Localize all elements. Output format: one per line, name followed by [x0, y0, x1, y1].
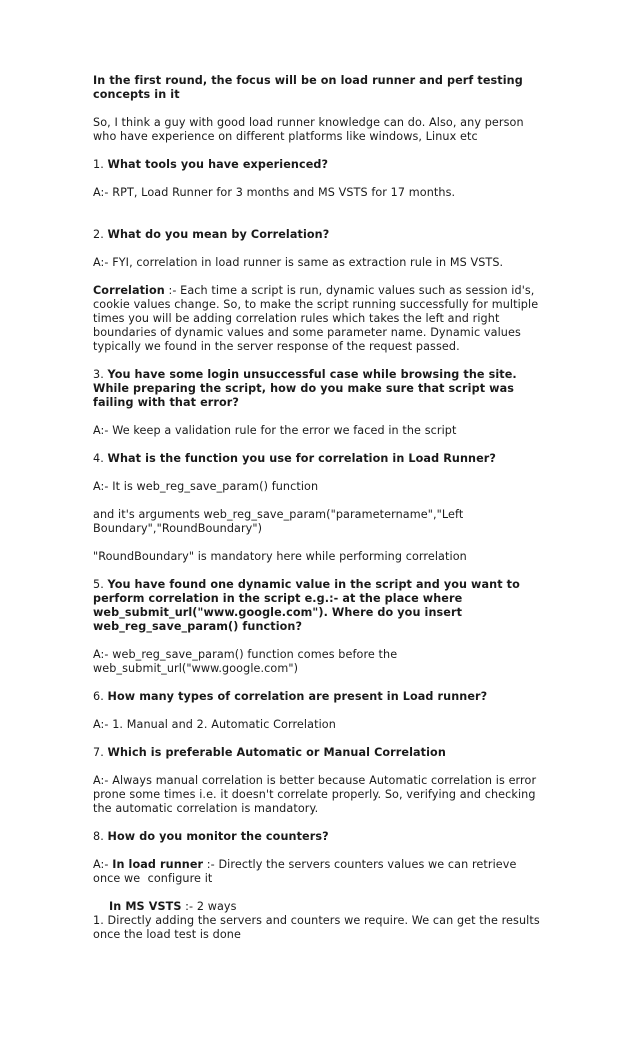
question-4: 4. What is the function you use for correlation in Load Runner?	[93, 452, 496, 465]
question-6: 6. How many types of correlation are present in Load runner?	[93, 690, 488, 703]
question-1: 1. What tools you have experienced?	[93, 158, 329, 171]
question-7: 7. Which is preferable Automatic or Manual Correlation	[93, 746, 446, 759]
question-8: 8. How do you monitor the counters?	[93, 830, 329, 843]
answer-1: A:- RPT, Load Runner for 3 months and MS VSTS for 17 months.	[93, 186, 456, 199]
answer-8-loadrunner: A:- In load runner :- Directly the servers counters values we can retrieve once we configure it	[93, 858, 521, 885]
answer-4-note: "RoundBoundary" is mandatory here while performing correlation	[93, 550, 467, 563]
answer-8-vsts: In MS VSTS :- 2 ways	[109, 900, 237, 913]
question-5: 5. You have found one dynamic value in the script and you want to perform correlation in the script e.g.:- at the place where web_submit_url("www.google.com"). Where do you insert web_reg_save_param() function?	[93, 578, 524, 633]
answer-5: A:- web_reg_save_param() function comes before the web_submit_url("www.google.com")	[93, 648, 401, 675]
answer-4-arguments: and it's arguments web_reg_save_param("parametername","Left Boundary","RoundBoundary")	[93, 508, 467, 535]
answer-3: A:- We keep a validation rule for the error we faced in the script	[93, 424, 457, 437]
question-2: 2. What do you mean by Correlation?	[93, 228, 330, 241]
question-3: 3. You have some login unsuccessful case while browsing the site. While preparing the script, how do you make sure that script was failing with that error?	[93, 368, 521, 409]
correlation-definition: Correlation :- Each time a script is run, dynamic values such as session id's, cookie values change. So, to make the script running successfully for multiple times you will be adding correlation rules which takes the left and right boundaries of dynamic values and some parameter name. Dynamic values typically we found in the server response of the request passed.	[93, 284, 542, 353]
intro-body: So, I think a guy with good load runner knowledge can do. Also, any person who have experience on different platforms like windows, Linux etc	[93, 116, 528, 143]
answer-7: A:- Always manual correlation is better because Automatic correlation is error prone some times i.e. it doesn't correlate properly. So, verifying and checking the automatic correlation is mandatory.	[93, 774, 540, 815]
answer-4: A:- It is web_reg_save_param() function	[93, 480, 319, 493]
document-page	[93, 74, 545, 956]
answer-6: A:- 1. Manual and 2. Automatic Correlation	[93, 718, 336, 731]
answer-2: A:- FYI, correlation in load runner is same as extraction rule in MS VSTS.	[93, 256, 504, 269]
answer-8-way-1: 1. Directly adding the servers and counters we require. We can get the results once the load test is done	[93, 914, 544, 941]
intro-heading: In the first round, the focus will be on load runner and perf testing concepts in it	[93, 74, 527, 101]
